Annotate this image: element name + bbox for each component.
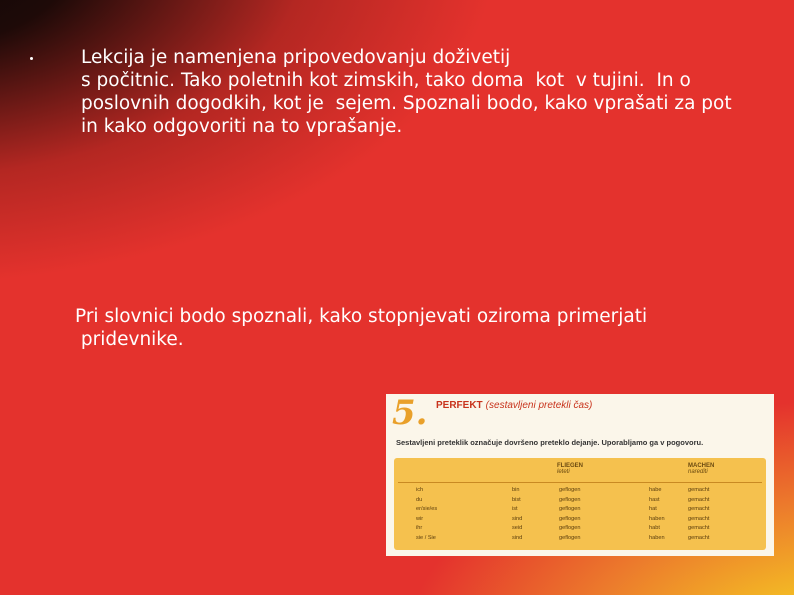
participle-cell: gemacht	[688, 506, 710, 512]
auxiliary-cell: ist	[512, 506, 518, 512]
header-translation: leteti	[557, 469, 570, 475]
participle-cell: geflogen	[559, 525, 581, 531]
auxiliary-cell: hast	[649, 496, 660, 503]
card-title-main: PERFEKT	[436, 400, 483, 411]
participle-cell: gemacht	[688, 525, 710, 531]
grammar-description	[75, 305, 775, 351]
auxiliary-cell: haben	[649, 515, 665, 522]
table-row	[394, 534, 766, 544]
lesson-description	[81, 46, 781, 138]
participle-cell: gemacht	[688, 534, 710, 541]
header-verb: MACHEN	[688, 463, 715, 469]
auxiliary-cell: bist	[512, 496, 521, 503]
table-row	[394, 496, 766, 506]
participle-cell: gemacht	[688, 487, 710, 493]
grammar-description-line: Pri slovnici bodo spoznali, kako stopnjevati oziroma primerjati	[75, 306, 648, 327]
card-title-subtitle: (sestavljeni pretekli čas)	[485, 400, 593, 411]
participle-cell: gemacht	[688, 496, 710, 503]
auxiliary-cell: hat	[649, 506, 657, 512]
participle-cell: geflogen	[559, 496, 581, 503]
lesson-description-line: poslovnih dogodkih, kot je sejem. Spoznali bodo, kako vprašati za pot	[81, 93, 732, 114]
table-header-machen	[688, 463, 714, 475]
card-description: Sestavljeni preteklik označuje dovršeno preteklo dejanje. Uporabljamo ga v pogovoru.	[396, 438, 704, 447]
auxiliary-cell: sind	[512, 534, 523, 541]
table-row	[394, 515, 766, 525]
table-row	[394, 486, 766, 496]
participle-cell: geflogen	[559, 487, 581, 493]
participle-cell: gemacht	[688, 515, 710, 522]
lesson-description-line: in kako odgovoriti na to vprašanje.	[81, 116, 403, 137]
pronoun-cell: du	[416, 496, 423, 503]
grammar-description-line: pridevnike.	[75, 329, 184, 350]
auxiliary-cell: bin	[512, 487, 520, 493]
table-row	[394, 505, 766, 515]
header-translation: narediti	[688, 469, 708, 475]
header-verb: FLIEGEN	[557, 463, 584, 469]
auxiliary-cell: seid	[512, 525, 523, 531]
pronoun-cell: er/sie/es	[416, 506, 438, 512]
lesson-description-line: Lekcija je namenjena pripovedovanju doživetij	[81, 47, 511, 68]
participle-cell: geflogen	[559, 506, 581, 512]
card-number: 5.	[392, 394, 428, 433]
card-title	[436, 400, 592, 411]
auxiliary-cell: habt	[649, 525, 660, 531]
table-row	[394, 524, 766, 534]
participle-cell: geflogen	[559, 534, 581, 541]
auxiliary-cell: haben	[649, 534, 665, 541]
table-header-fliegen	[557, 463, 583, 475]
perfekt-grammar-card	[386, 394, 774, 556]
participle-cell: geflogen	[559, 515, 581, 522]
auxiliary-cell: sind	[512, 515, 523, 522]
pronoun-cell: wir	[416, 515, 424, 522]
pronoun-cell: sie / Sie	[416, 534, 436, 541]
pronoun-cell: ich	[416, 487, 424, 493]
conjugation-table	[394, 458, 766, 550]
pronoun-cell: ihr	[416, 525, 423, 531]
table-rows	[394, 486, 766, 543]
bullet-point	[30, 57, 33, 60]
lesson-description-line: s počitnic. Tako poletnih kot zimskih, tako doma kot v tujini. In o	[81, 70, 691, 91]
table-divider	[398, 482, 762, 483]
auxiliary-cell: habe	[649, 487, 662, 493]
